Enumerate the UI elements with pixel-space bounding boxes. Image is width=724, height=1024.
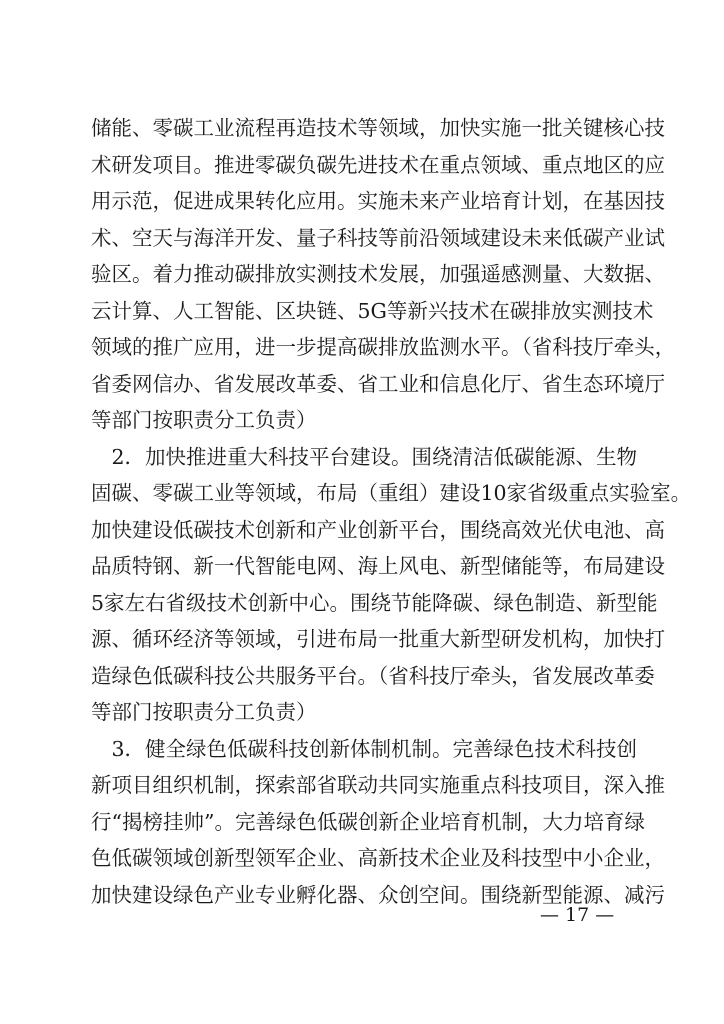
text-line: 加快建设绿色产业专业孵化器、众创空间。围绕新型能源、减污	[91, 882, 665, 907]
text-line: 用示范，促进成果转化应用。实施未来产业培育计划，在基因技	[91, 189, 665, 213]
text-line: 源、循环经济等领域，引进布局一批重大新型研发机构，加快打	[91, 627, 665, 651]
text-line: 色低碳领域创新型领军企业、高新技术企业及科技型中小企业，	[91, 846, 665, 870]
text-line: 术研发项目。推进零碳负碳先进技术在重点领域、重点地区的应	[91, 152, 665, 177]
body-text	[91, 110, 692, 913]
text-line: 新项目组织机制，探索部省联动共同实施重点科技项目，深入推	[91, 773, 665, 797]
text-line: 2．加快推进重大科技平台建设。围绕清洁低碳能源、生物	[91, 444, 638, 469]
text-line: 加快建设低碳技术创新和产业创新平台，围绕高效光伏电池、高	[91, 517, 665, 542]
text-line: 造绿色低碳科技公共服务平台。（省科技厅牵头，省发展改革委	[91, 663, 655, 688]
text-line: 固碳、零碳工业等领域，布局（重组）建设10家省级重点实验室。	[91, 481, 692, 505]
text-line: 术、空天与海洋开发、量子科技等前沿领域建设未来低碳产业试	[91, 225, 665, 250]
page-number: — 17 —	[540, 904, 615, 926]
text-line: 行“揭榜挂帅”。完善绿色低碳创新企业培育机制，大力培育绿	[91, 809, 645, 834]
text-line: 等部门按职责分工负责）	[91, 700, 317, 724]
text-line: 5家左右省级技术创新中心。围绕节能降碳、绿色制造、新型能	[91, 590, 658, 615]
text-line: 等部门按职责分工负责）	[91, 408, 317, 432]
text-line: 验区。着力推动碳排放实测技术发展，加强遥感测量、大数据、	[91, 262, 665, 286]
text-line: 云计算、人工智能、区块链、5G等新兴技术在碳排放实测技术	[91, 298, 654, 323]
text-line: 省委网信办、省发展改革委、省工业和信息化厅、省生态环境厅	[91, 371, 665, 396]
text-line: 品质特钢、新一代智能电网、海上风电、新型储能等，布局建设	[91, 554, 665, 578]
text-line: 领域的推广应用，进一步提高碳排放监测水平。（省科技厅牵头，	[91, 335, 676, 359]
text-line: 3．健全绿色低碳科技创新体制机制。完善绿色技术科技创	[91, 736, 638, 761]
text-line: 储能、零碳工业流程再造技术等领域，加快实施一批关键核心技	[91, 116, 665, 140]
